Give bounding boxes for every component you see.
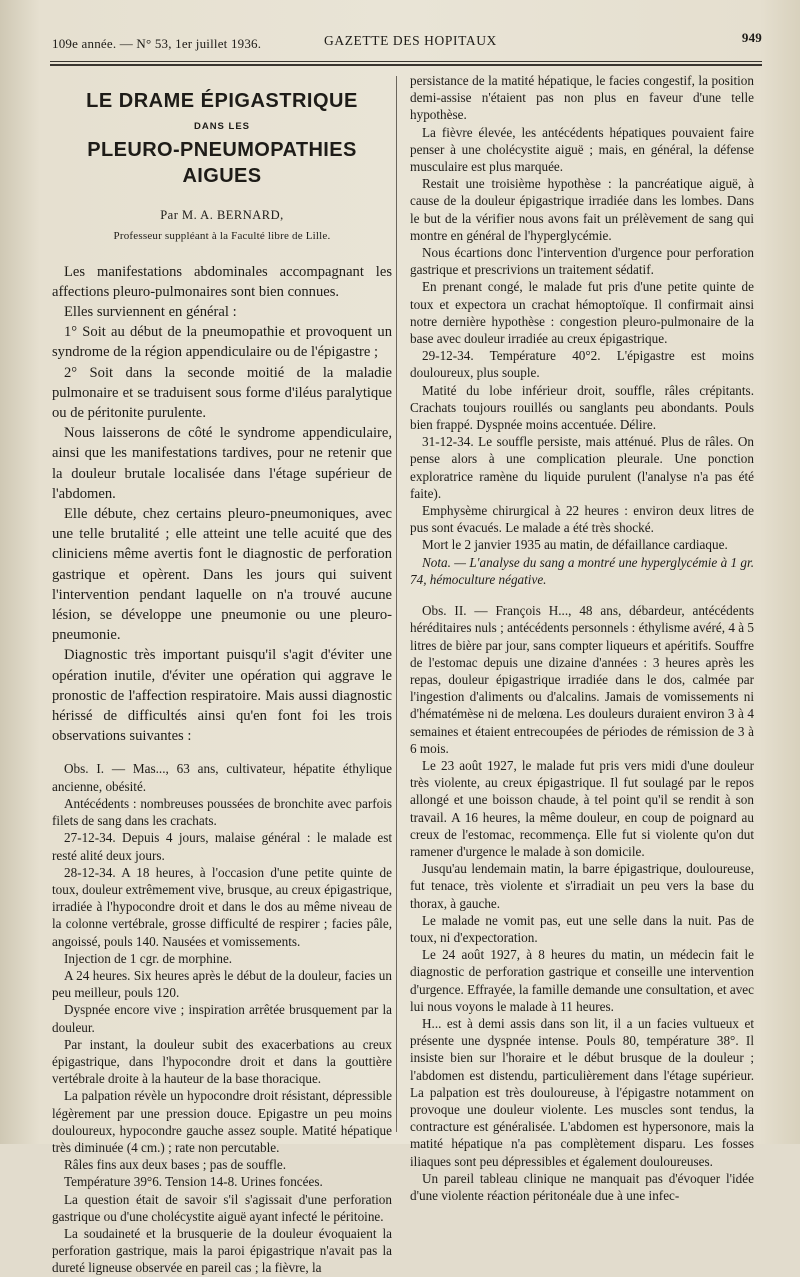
paragraph: Le 24 août 1927, à 8 heures du matin, un médecin fait le diagnostic de perforation gastrique et conseille une intervention d'urgence. Effrayée, la famille demande une consultation, et avec lui nous voyons le malade à 11 heures. xyxy=(410,947,754,1014)
header-rule xyxy=(50,61,762,62)
intro-section xyxy=(52,262,392,747)
paragraph: Elles surviennent en général : xyxy=(64,304,237,321)
paragraph: persistance de la matité hépatique, le facies congestif, la position demi-assise n'étaient pas non plus en faveur d'une telle hypothèse. xyxy=(410,73,754,123)
paragraph: Par instant, la douleur subit des exacerbations au creux épigastrique, dans l'hypocondre droit et dans la gouttière vertébrale droite à la hauteur de la base thoracique. xyxy=(52,1036,392,1087)
paragraph: H... est à demi assis dans son lit, il a un facies vultueux et présente une dyspnée intense. Pouls 80, température 38°. Il insiste bien sur l'horaire et le début brusque de la douleur ; l'abdomen est distendu, particulièrement dans l'étage supérieur. La palpation est très douloureuse, à l'épigastre notamment on provoque une douleur violente. Les muscles sont tendus, la contracture est généralisée. L'abdomen est hypersonore, mais la matité hépatique n'a pas complètement disparu. Les fosses iliaques sont peu dépressibles et également douloureuses. xyxy=(410,1015,754,1169)
paragraph: 29-12-34. Température 40°2. L'épigastre est moins douloureux, plus souple. xyxy=(410,348,754,381)
paragraph: La question était de savoir s'il s'agissait d'une perforation gastrique ou d'une cholécystite aiguë ayant infecté le péritoine. xyxy=(52,1191,392,1224)
article-heading xyxy=(52,88,392,246)
paragraph: 28-12-34. A 18 heures, à l'occasion d'une petite quinte de toux, douleur extrêmement vive, brusque, au creux épigastrique, irradiée à l'hypocondre droit et dans le dos au même niveau de la colonne vertébrale, grosse difficulté de respirer ; facies pâle, angoissé, pouls 140. Nausées et vomissements. xyxy=(52,864,392,949)
paragraph: 27-12-34. Depuis 4 jours, malaise général : le malade est resté alité deux jours. xyxy=(52,830,392,863)
paragraph: Jusqu'au lendemain matin, la barre épigastrique, douloureuse, fut tenace, très violente et s'irradiait un peu vers la base du thorax, à gauche. xyxy=(410,861,754,911)
paragraph: A 24 heures. Six heures après le début de la douleur, facies un peu meilleur, pouls 120. xyxy=(52,967,392,1001)
column-divider xyxy=(396,76,397,1132)
paragraph: Antécédents : nombreuses poussées de bronchite avec parfois filets de sang dans les crachats. xyxy=(52,795,392,829)
paragraph: Elle débute, chez certains pleuro-pneumoniques, avec une telle brutalité ; elle atteint une telle acuité que des cliniciens même avertis font le diagnostic de perforation gastrique et opèrent. Dans les jours qui suivent l'intervention pendant laquelle on n'a trouvé aucune lésion, se développe une pneumonie ou une pleuro-pneumonie. xyxy=(52,506,392,644)
paragraph: Nous écartions donc l'intervention d'urgence pour perforation gastrique et prescrivions un traitement sédatif. xyxy=(410,245,754,278)
paragraph: Un pareil tableau clinique ne manquait pas d'évoquer l'idée d'une violente réaction péritonéale due à une infec- xyxy=(410,1170,754,1203)
paragraph: Diagnostic très important puisqu'il s'agit d'éviter une opération inutile, d'éviter une opération qui aggrave le pronostic de l'affection respiratoire. Mais aussi diagnostic hérissé de difficultés ainsi qu'en font foi les trois observations suivantes : xyxy=(52,647,392,745)
paragraph: La palpation révèle un hypocondre droit résistant, dépressible légèrement par une pression douce. Epigastre un peu moins douloureux, hypocondre gauche assez souple. Matité hépatique très diminuée (4 cm.) ; rate non percutable. xyxy=(52,1088,392,1155)
paragraph: Matité du lobe inférieur droit, souffle, râles crépitants. Crachats toujours rouillés ou sanglants peu abondants. Pouls bien frappé. Dyspnée moins accentuée. Délire. xyxy=(410,382,754,433)
paragraph: Mort le 2 janvier 1935 au matin, de défaillance cardiaque. xyxy=(422,537,728,553)
paragraph: Injection de 1 cgr. de morphine. xyxy=(64,950,233,966)
paragraph: Les manifestations abdominales accompagnant les affections pleuro-pulmonaires sont bien connues. xyxy=(52,263,392,300)
page-number: 949 xyxy=(741,30,762,45)
paragraph: 2° Soit dans la seconde moitié de la maladie pulmonaire et se traduisent sous forme d'iléus paralytique ou de péritonite purulente. xyxy=(52,364,392,422)
paragraph: 1° Soit au début de la pneumopathie et provoquent un syndrome de la région appendiculaire ou de l'épigastre ; xyxy=(52,324,392,361)
article-title-line1: LE DRAME ÉPIGASTRIQUE xyxy=(86,90,358,112)
author-affiliation: Professeur suppléant à la Faculté libre de Lille. xyxy=(113,230,331,243)
paragraph: Obs. II. — François H..., 48 ans, débardeur, antécédents héréditaires nuls ; antécédents personnels : éthylisme avéré, 4 à 5 litres de bière par jour, sans compter liqueurs et apéritifs. Souffre de l'estomac depuis une dizaine d'années : 3 heures après les repas, douleur épigastrique irradiée dans le dos, calmée par l'ingestion d'aliments ou d'alcalins. Jamais de vomissements ni d'hématémèse ni de melœna. Les douleurs duraient environ 3 à 4 semaines et étaient entrecoupées de périodes de rémission de 3 à 6 mois. xyxy=(410,603,754,756)
page-header xyxy=(52,30,762,54)
paragraph: 31-12-34. Le souffle persiste, mais atténué. Plus de râles. On pense alors à une complication pleurale. Une ponction exploratrice ramène du liquide purulent (l'analyse n'a pas été faite). xyxy=(410,434,754,501)
paragraph: Obs. I. — Mas..., 63 ans, cultivateur, hépatite éthylique ancienne, obésité. xyxy=(52,761,392,794)
paragraph: En prenant congé, le malade fut pris d'une petite quinte de toux et expectora un crachat hémoptoïque. Il confirmait ainsi notre dernière hypothèse : congestion pleuro-pulmonaire de la base avec douleur irradiée au creux épigastrique. xyxy=(410,279,754,347)
header-rule-double xyxy=(50,64,762,66)
paragraph: La soudaineté et la brusquerie de la douleur évoquaient la perforation gastrique, mais la paroi épigastrique n'avait pas la dureté ligneuse observée en pareil cas ; la fièvre, la xyxy=(52,1225,392,1276)
article-title-line2: DANS LES xyxy=(193,121,251,132)
observation-1 xyxy=(52,760,392,1276)
paragraph: Le 23 août 1927, le malade fut pris vers midi d'une douleur très violente, au creux épigastrique. Il fut soulagé par le repos allongé et une boisson chaude, à tel point qu'il se rendit à son travail. A 16 heures, la même douleur, en coup de poignard au creux de l'estomac, recommença. Elle fut si violente qu'on dut ramener d'urgence le malade à son domicile. xyxy=(410,757,754,859)
paragraph: Restait une troisième hypothèse : la pancréatique aiguë, à cause de la douleur épigastrique irradiée dans les lombes. Dans le but de la vérifier nous avons fait un prélèvement de sang qui montre en général de l'hyperglycémie. xyxy=(410,176,754,243)
article-author: Par M. A. BERNARD, xyxy=(160,208,284,223)
article-title-line3: PLEURO-PNEUMOPATHIES AIGUES xyxy=(87,139,357,188)
left-column xyxy=(52,72,392,1277)
observation-2 xyxy=(410,602,754,1204)
paragraph: Nous laisserons de côté le syndrome appendiculaire, ainsi que les manifestations tardives, pour ne retenir que la douleur brutale localisée dans l'étage supérieur de l'abdomen. xyxy=(52,425,392,502)
right-column xyxy=(410,72,754,1204)
paragraph: Dyspnée encore vive ; inspiration arrêtée brusquement par la douleur. xyxy=(52,1002,392,1035)
journal-title: GAZETTE DES HOPITAUX xyxy=(324,33,497,48)
paragraph: Température 39°6. Tension 14-8. Urines foncées. xyxy=(64,1174,323,1190)
paragraph: La fièvre élevée, les antécédents hépatiques pouvaient faire penser à une cholécystite aiguë ; mais, en général, la défense musculaire est plus marquée. xyxy=(410,124,754,175)
paragraph: Râles fins aux deux bases ; pas de souffle. xyxy=(64,1157,287,1173)
paragraph: Le malade ne vomit pas, eut une selle dans la nuit. Pas de toux, ni d'expectoration. xyxy=(410,912,754,945)
observation-1-continued xyxy=(410,72,754,588)
issue-info: 109e année. — N° 53, 1er juillet 1936. xyxy=(52,36,262,51)
paragraph: Emphysème chirurgical à 22 heures : environ deux litres de pus sont évacués. Le malade a été très shocké. xyxy=(410,503,754,536)
nota-paragraph: Nota. — L'analyse du sang a montré une hyperglycémie à 1 gr. 74, hémoculture négative. xyxy=(410,554,754,587)
